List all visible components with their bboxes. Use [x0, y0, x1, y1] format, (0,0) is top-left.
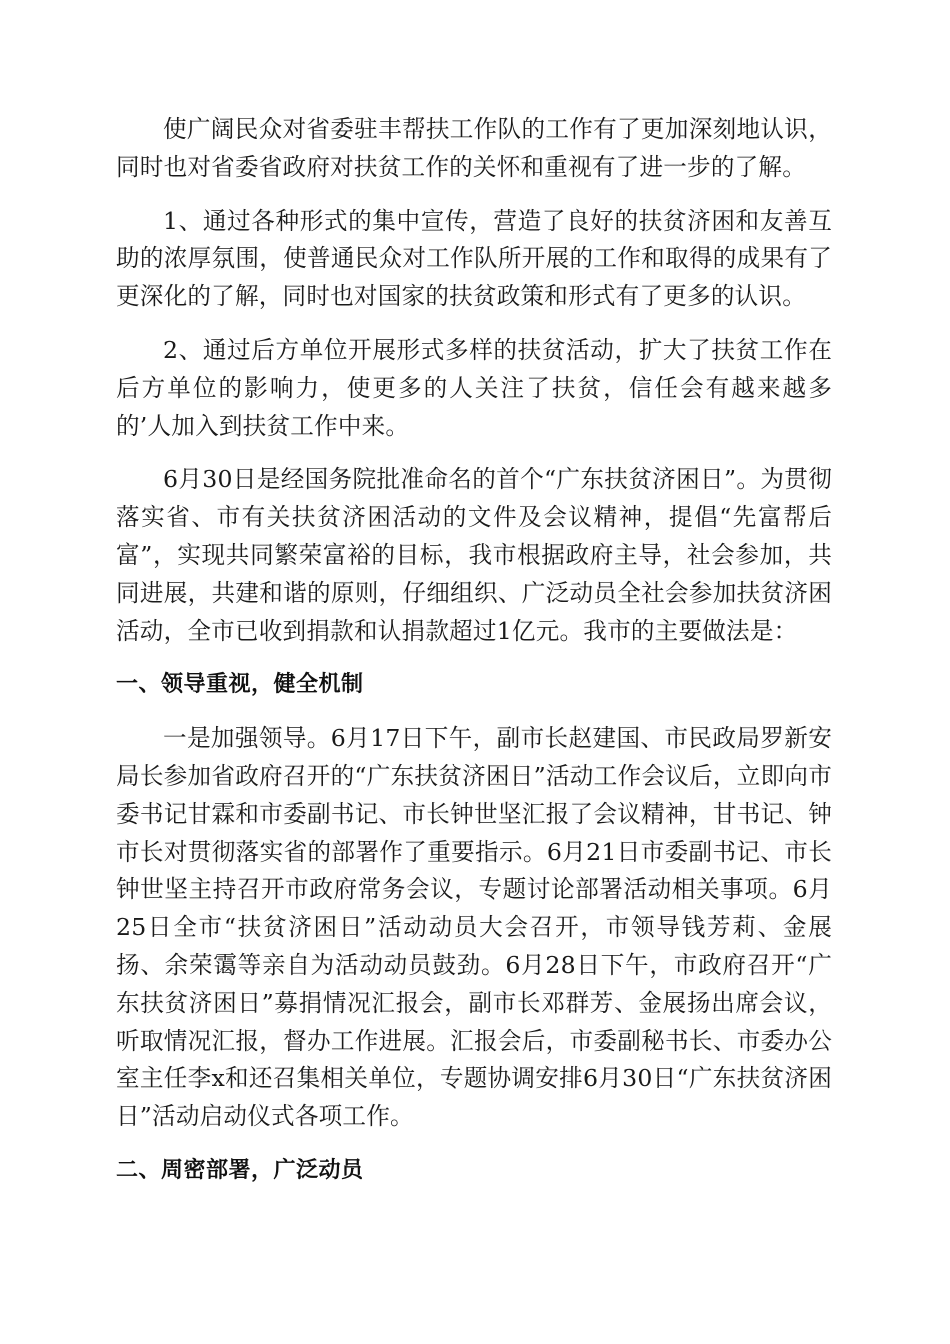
section-heading-2: 二、周密部署，广泛动员: [116, 1157, 364, 1183]
paragraph-strengthen-leadership: 一是加强领导。6月17日下午，副市长赵建国、市民政局罗新安局长参加省政府召开的“广东扶贫济困日”活动工作会议后，立即向市委书记甘霖和市委副书记、市长钟世坚汇报了会议精神，甘书记、钟市长对贯彻落实省的部署作了重要指示。6月21日市委副书记、市长钟世坚主持召开市政府常务会议，专题讨论部署活动相关事项。6月25日全市“扶贫济困日”活动动员大会召开，市领导钱芳莉、金展扬、余荣霭等亲自为活动动员鼓劲。6月28日下午，市政府召开“广东扶贫济困日”募捐情况汇报会，副市长邓群芳、金展扬出席会议，听取情况汇报，督办工作进展。汇报会后，市委副秘书长、市委办公室主任李x和还召集相关单位，专题协调安排6月30日“广东扶贫济困日”活动启动仪式各项工作。: [116, 724, 832, 1131]
document-page: [116, 111, 832, 1206]
section-heading-1: 一、领导重视，健全机制: [116, 672, 364, 698]
paragraph-poverty-day-overview: 6月30日是经国务院批准命名的首个“广东扶贫济困日”。为贯彻落实省、市有关扶贫济困活动的文件及会议精神，提倡“先富帮后富”，实现共同繁荣富裕的目标，我市根据政府主导，社会参加，共同进展，共建和谐的原则，仔细组织、广泛动员全社会参加扶贫济困活动，全市已收到捐款和认捐款超过1亿元。我市的主要做法是：: [116, 465, 832, 645]
paragraph-point-2: 2、通过后方单位开展形式多样的扶贫活动，扩大了扶贫工作在后方单位的影响力，使更多的人关注了扶贫，信任会有越来越多的’人加入到扶贫工作中来。: [116, 335, 832, 440]
paragraph-point-1: 1、通过各种形式的集中宣传，营造了良好的扶贫济困和友善互助的浓厚氛围，使普通民众对工作队所开展的工作和取得的成果有了更深化的了解，同时也对国家的扶贫政策和形式有了更多的认识。: [116, 206, 832, 311]
paragraph-intro-continuation: 使广阔民众对省委驻丰帮扶工作队的工作有了更加深刻地认识，同时也对省委省政府对扶贫工作的关怀和重视有了进一步的了解。: [116, 115, 832, 181]
